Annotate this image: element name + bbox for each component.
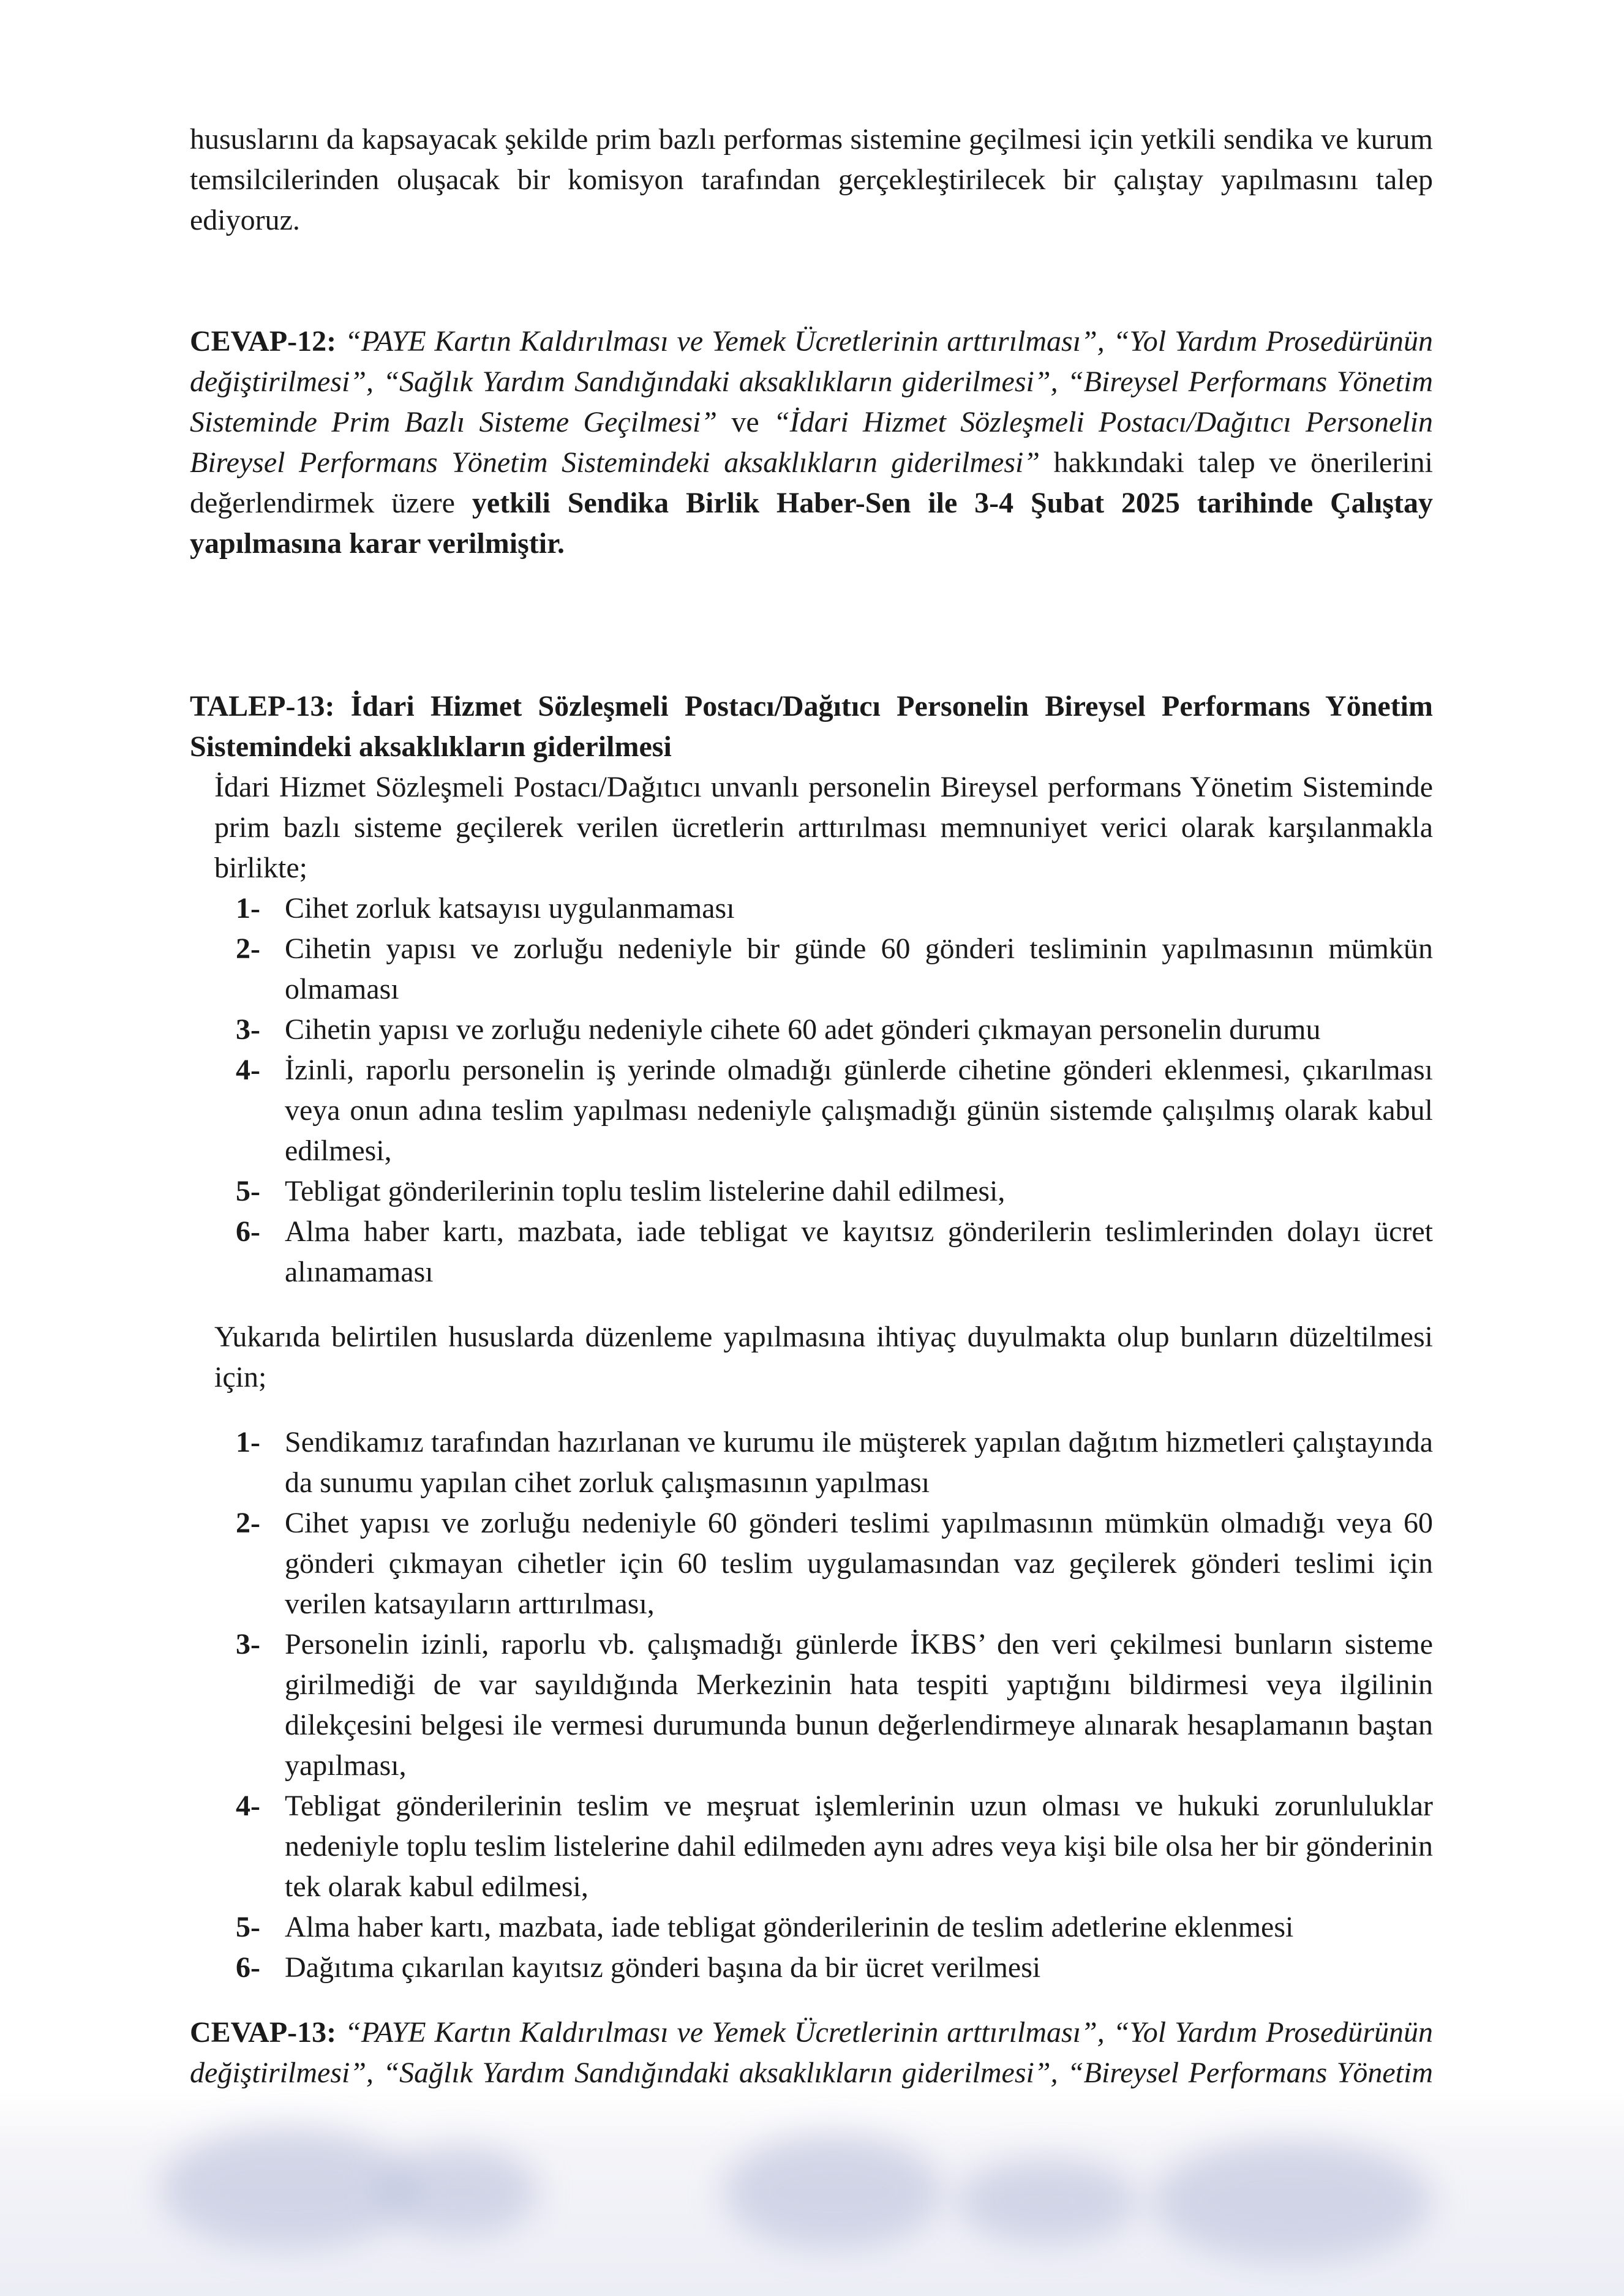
requests-list [190,1422,1433,1988]
issues-list [190,888,1433,1292]
cevap-13-italic: “PAYE Kartın Kaldırılması ve Yemek Ücretlerinin arttırılması”, “Yol Yardım Prosedürünün değiştirilmesi”, “Sağlık Yardım Sandığındaki aksaklıkların giderilmesi”, “Bireysel Performans Yönetim [190,2016,1433,2089]
list-item: 5- Tebligat gönderilerinin toplu teslim listelerine dahil edilmesi, [236,1175,1006,1207]
intro-paragraph: hususlarını da kapsayacak şekilde prim bazlı performas sistemine geçilmesi için yetkili sendika ve kurum temsilcilerinden oluşacak bir komisyon tarafından gerçekleştirilecek bir çalıştay yapılmasını talep ediyoruz. [190,123,1433,236]
cevap-12-plain: hakkındaki talep ve önerilerini değerlendirmek üzere [190,446,1434,519]
list-item: 4- İzinli, raporlu personelin iş yerinde olmadığı günlerde cihetine gönderi eklenmesi, çıkarılması veya onun adına teslim yapılması nedeniyle çalışmadığı günün sistemde çalışılmış olarak kabul edilmesi, [236,1054,1433,1167]
cevap-12-italic-2: “İdari Hizmet Sözleşmeli Postacı/Dağıtıcı Personelin Bireysel Performans Yönetim Sistemindeki aksaklıkların giderilmesi” [190,406,1434,479]
cevap-13-label: CEVAP-13: [190,2016,337,2049]
list-item: 1- Cihet zorluk katsayısı uygulanmaması [236,892,735,925]
list-item: 1- Sendikamız tarafından hazırlanan ve kurumu ile müşterek yapılan dağıtım hizmetleri çalıştayında da sunumu yapılan cihet zorluk çalışmasının yapılması [236,1426,1433,1499]
cevap-12-italic: “PAYE Kartın Kaldırılması ve Yemek Ücretlerinin arttırılması”, “Yol Yardım Prosedürünün değiştirilmesi”, “Sağlık Yardım Sandığındaki aksaklıkların giderilmesi”, “Bireysel Performans Yönetim Sisteminde Prim Bazlı Sisteme Geçilmesi” [190,325,1433,438]
list-item: 5- Alma haber kartı, mazbata, iade tebligat gönderilerinin de teslim adetlerine eklenmesi [236,1911,1294,1943]
list-item: 2- Cihetin yapısı ve zorluğu nedeniyle bir günde 60 gönderi tesliminin yapılmasının mümkün olmaması [236,932,1433,1005]
cevap-12-label: CEVAP-12: [190,325,337,358]
list-item: 2- Cihet yapısı ve zorluğu nedeniyle 60 gönderi teslimi yapılmasının mümkün olmadığı veya 60 gönderi çıkmayan cihetler için 60 teslim uygulamasından vaz geçilerek gönderi teslimi için verilen katsayıların arttırılması, [236,1507,1433,1620]
list-item: 4- Tebligat gönderilerinin teslim ve meşruat işlemlerinin uzun olması ve hukuki zorunluluklar nedeniyle toplu teslim listelerine dahil edilmeden aynı adres veya kişi bile olsa her bir gönderinin tek olarak kabul edilmesi, [236,1790,1433,1903]
talep-13-title: TALEP-13: İdari Hizmet Sözleşmeli Postacı/Dağıtıcı Personelin Bireysel Performans Yönetim Sistemindeki aksaklıkların giderilmesi [190,690,1433,763]
list-item: 6- Dağıtıma çıkarılan kayıtsız gönderi başına da bir ücret verilmesi [236,1951,1041,1984]
list-item: 3- Cihetin yapısı ve zorluğu nedeniyle cihete 60 adet gönderi çıkmayan personelin durumu [236,1013,1321,1046]
list-item: 3- Personelin izinli, raporlu vb. çalışmadığı günlerde İKBS’ den veri çekilmesi bunların sisteme girilmediği de var sayıldığında Merkezinin hata tespiti yaptığını bildirmesi veya ilgilinin dilekçesini belgesi ile vermesi durumunda bunun değerlendirmeye alınarak hesaplamanın baştan yapılması, [236,1628,1433,1782]
cevap-12-bold: yetkili Sendika Birlik Haber-Sen ile 3-4 Şubat 2025 tarihinde Çalıştay yapılmasına karar verilmiştir. [190,487,1434,560]
document-page [190,119,1433,2134]
cevap-12-connector: ve [731,406,759,438]
blurred-footer [0,2091,1624,2296]
list-item: 6- Alma haber kartı, mazbata, iade tebligat ve kayıtsız gönderilerin teslimlerinden dolayı ücret alınamaması [236,1215,1433,1288]
cevap-12-paragraph [190,321,1433,564]
talep-13-intro: İdari Hizmet Sözleşmeli Postacı/Dağıtıcı unvanlı personelin Bireysel performans Yönetim Sisteminde prim bazlı sisteme geçilerek verilen ücretlerin arttırılması memnuniyet verici olarak karşılanmakla birlikte; [214,771,1433,884]
talep-13-middle: Yukarıda belirtilen hususlarda düzenleme yapılmasına ihtiyaç duyulmakta olup bunların düzeltilmesi için; [214,1321,1433,1394]
